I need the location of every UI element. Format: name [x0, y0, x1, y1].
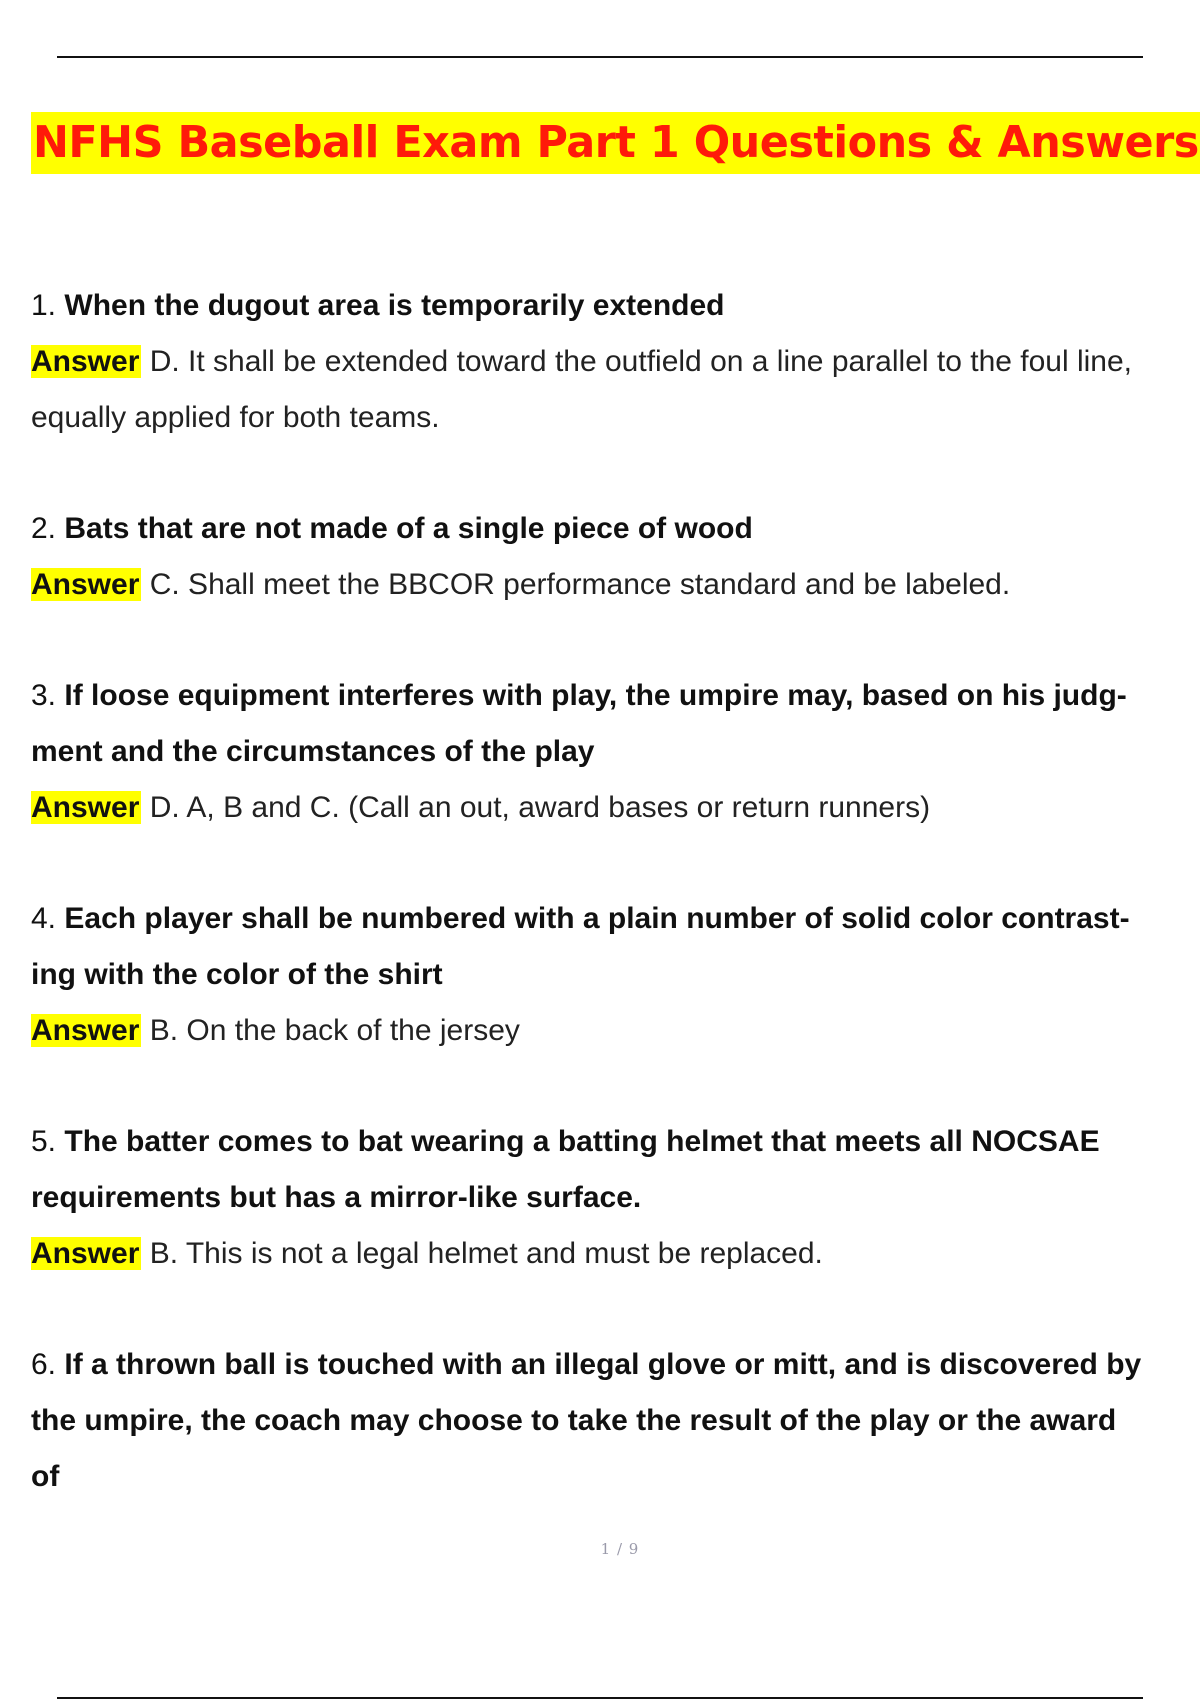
question-line: [31, 668, 1200, 724]
question-4: [31, 891, 1200, 1059]
question-number: 1.: [31, 289, 57, 322]
answer-label: Answer: [31, 791, 140, 824]
question-number: 4.: [31, 902, 57, 935]
question-text: If a thrown ball is touched with an illegal glove or mitt, and is discovered by: [64, 1348, 1142, 1381]
answer-text: equally applied for both teams.: [31, 401, 440, 434]
question-number: 2.: [31, 512, 57, 545]
question-line: [31, 724, 1200, 780]
answer-label: Answer: [31, 568, 140, 601]
answer-label: Answer: [31, 345, 140, 378]
answer-text: C. Shall meet the BBCOR performance standard and be labeled.: [149, 568, 1011, 601]
question-list: [31, 278, 1200, 1560]
question-line: [31, 947, 1200, 1003]
question-text: ing with the color of the shirt: [31, 958, 443, 991]
question-line: [31, 1114, 1200, 1170]
question-line: [31, 1337, 1200, 1393]
question-line: [31, 891, 1200, 947]
answer-line: [31, 1003, 1200, 1059]
answer-text: B. This is not a legal helmet and must be replaced.: [149, 1237, 823, 1270]
question-text: Each player shall be numbered with a plain number of solid color contrast-: [64, 902, 1130, 935]
answer-line: [31, 780, 1200, 836]
question-1: [31, 278, 1200, 446]
question-text: the umpire, the coach may choose to take the result of the play or the award: [31, 1404, 1117, 1437]
question-text: ment and the circumstances of the play: [31, 735, 595, 768]
question-number: 3.: [31, 679, 57, 712]
question-line: [31, 1393, 1200, 1449]
question-text: of: [31, 1460, 60, 1493]
answer-label: Answer: [31, 1014, 140, 1047]
question-number: 5.: [31, 1125, 57, 1158]
question-line: [31, 1449, 1200, 1505]
bottom-rule: [57, 1697, 1143, 1699]
answer-line: [31, 390, 1200, 446]
title-highlight: [31, 112, 1200, 174]
question-text: If loose equipment interferes with play, the umpire may, based on his judg-: [64, 679, 1127, 712]
question-text: When the dugout area is temporarily extended: [64, 289, 725, 322]
answer-line: [31, 334, 1200, 390]
question-3: [31, 668, 1200, 836]
question-number: 6.: [31, 1348, 57, 1381]
question-line: [31, 1170, 1200, 1226]
question-line: [31, 501, 1200, 557]
page-number: 1 / 9: [600, 1540, 640, 1558]
question-2: [31, 501, 1200, 613]
question-line: [31, 278, 1200, 334]
question-5: [31, 1114, 1200, 1282]
answer-label: Answer: [31, 1237, 140, 1270]
answer-text: B. On the back of the jersey: [149, 1014, 520, 1047]
answer-line: [31, 1226, 1200, 1282]
document-title: NFHS Baseball Exam Part 1 Questions & Answers: [32, 117, 1199, 168]
answer-text: D. A, B and C. (Call an out, award bases or return runners): [149, 791, 931, 824]
question-text: Bats that are not made of a single piece of wood: [64, 512, 753, 545]
answer-line: [31, 557, 1200, 613]
top-rule: [57, 56, 1143, 58]
question-text: requirements but has a mirror-like surface.: [31, 1181, 642, 1214]
question-6: [31, 1337, 1200, 1505]
answer-text: D. It shall be extended toward the outfield on a line parallel to the foul line,: [149, 345, 1133, 378]
question-text: The batter comes to bat wearing a batting helmet that meets all NOCSAE: [64, 1125, 1100, 1158]
